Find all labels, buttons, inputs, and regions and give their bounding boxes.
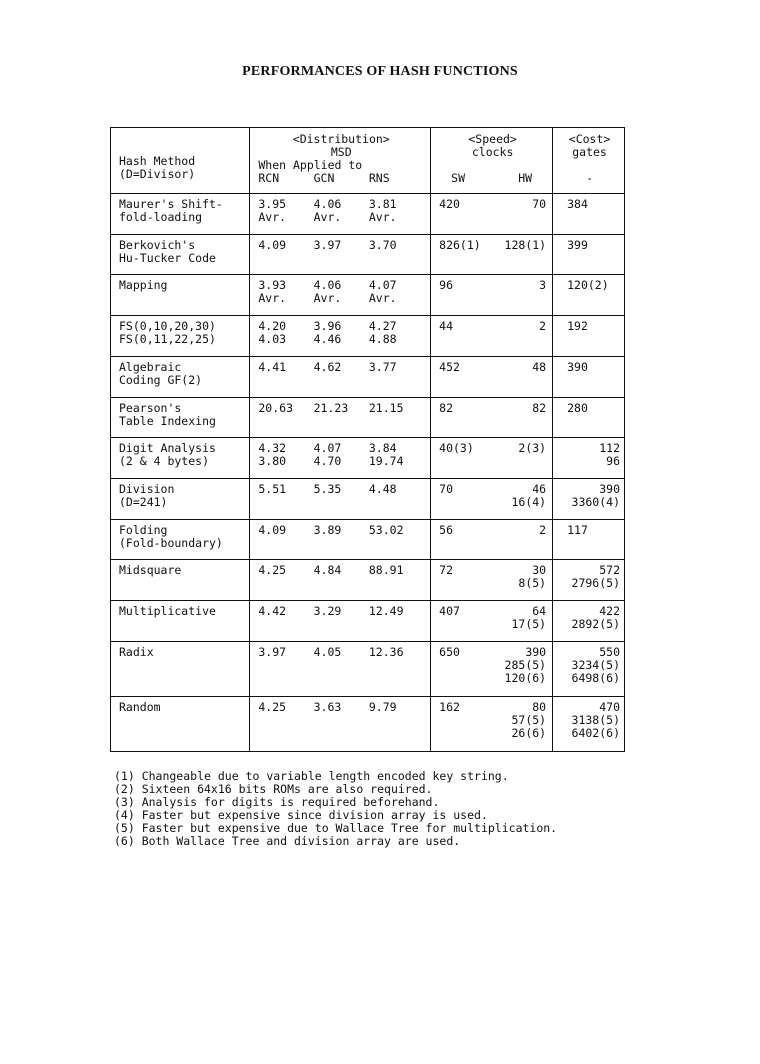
rns-value: 12.36	[368, 644, 404, 659]
col-gcn	[314, 239, 369, 252]
col-gcn	[314, 198, 369, 224]
cell-speed	[431, 438, 553, 479]
table-row	[111, 519, 625, 560]
header-method-line: Hash Method	[119, 154, 196, 168]
cell-method	[111, 275, 250, 316]
col-rns	[369, 564, 424, 577]
cell-method	[111, 194, 250, 235]
hw-value: 80	[532, 699, 547, 714]
cost-value: 6402(6)	[571, 725, 620, 740]
col-rns	[369, 442, 424, 468]
col-rcn	[258, 279, 313, 305]
col-gcn	[314, 524, 369, 537]
col-gcn	[314, 402, 369, 415]
hw-value: 57(5)	[511, 712, 547, 727]
col-rns	[369, 701, 424, 714]
col-hw	[495, 646, 546, 685]
method-value: (D=241)	[119, 495, 168, 510]
table-row	[111, 275, 625, 316]
cost-value: 192	[567, 319, 588, 334]
col-rcn	[258, 442, 313, 468]
gcn-value: 3.89	[313, 522, 342, 537]
hw-value: 8(5)	[518, 576, 547, 591]
col-hw	[495, 361, 546, 374]
cell-cost	[553, 560, 625, 601]
cost-value: 422	[599, 604, 620, 619]
rcn-value: Avr.	[258, 210, 287, 224]
method-value: (Fold-boundary)	[119, 535, 223, 550]
cost-value: 120(2)	[567, 278, 609, 293]
col-sw	[439, 402, 490, 415]
sw-value: 162	[439, 699, 460, 714]
hw-value: 48	[532, 359, 547, 374]
header-method	[111, 128, 250, 194]
rns-value: Avr.	[368, 291, 397, 306]
rcn-value: 4.32	[258, 441, 287, 456]
col-hw	[495, 564, 546, 590]
cell-method	[111, 696, 250, 751]
cell-cost	[553, 234, 625, 275]
sw-value: 70	[439, 482, 453, 497]
cost-value: 384	[567, 197, 588, 211]
cell-speed	[431, 479, 553, 520]
gcn-value: 21.23	[313, 400, 349, 415]
col-hw	[495, 483, 546, 509]
header-hw: HW	[518, 171, 533, 185]
rns-value: 9.79	[368, 699, 397, 714]
cell-speed	[431, 397, 553, 438]
cell-cost	[553, 275, 625, 316]
cell-method	[111, 560, 250, 601]
footnote: (6) Both Wallace Tree and division array are used.	[114, 834, 461, 848]
footnote: (4) Faster but expensive since division array is used.	[114, 808, 488, 822]
col-sw	[439, 239, 490, 252]
col-gcn	[314, 361, 369, 374]
col-sw	[439, 524, 490, 537]
col-gcn	[314, 483, 369, 496]
col-sw	[439, 701, 490, 740]
rcn-value: 4.09	[258, 522, 287, 537]
sw-value: 44	[439, 319, 453, 334]
rcn-value: 4.03	[258, 332, 287, 347]
method-value: Folding	[119, 522, 168, 537]
hw-value: 26(6)	[511, 725, 547, 740]
cost-value: 3138(5)	[571, 712, 620, 727]
col-hw	[495, 605, 546, 631]
cell-speed	[431, 194, 553, 235]
rns-value: 12.49	[368, 604, 404, 619]
rcn-value: 4.20	[258, 319, 287, 334]
method-value: FS(0,10,20,30)	[119, 319, 216, 334]
cell-method	[111, 234, 250, 275]
col-rns	[369, 279, 424, 305]
hw-value: 46	[532, 482, 547, 497]
rns-value: 3.70	[368, 237, 397, 252]
col-sw	[439, 361, 490, 374]
cell-cost	[553, 479, 625, 520]
header-distribution	[250, 128, 431, 194]
rns-value: 88.91	[368, 563, 404, 578]
cost-value: 3360(4)	[571, 495, 620, 510]
rns-value: 53.02	[368, 522, 404, 537]
cell-cost	[553, 519, 625, 560]
col-sw	[439, 198, 490, 211]
gcn-value: 3.97	[313, 237, 342, 252]
table-row	[111, 316, 625, 357]
sw-value: 40(3)	[439, 441, 474, 456]
col-rcn	[258, 320, 313, 346]
method-value: Digit Analysis	[119, 441, 216, 456]
cell-method	[111, 601, 250, 642]
col-rcn	[258, 361, 313, 374]
header-sw: SW	[451, 171, 465, 185]
method-value: Berkovich's	[119, 237, 196, 252]
col-rcn	[258, 564, 313, 577]
gcn-value: 4.62	[313, 359, 342, 374]
col-rcn	[258, 402, 313, 415]
table-row	[111, 601, 625, 642]
col-rcn	[258, 239, 313, 252]
header-cost-top: <Cost>	[568, 132, 611, 146]
col-rns	[369, 239, 424, 252]
gcn-value: Avr.	[313, 210, 342, 224]
col-rcn	[258, 483, 313, 496]
header-rcn: RCN	[258, 171, 280, 185]
cost-value: 572	[599, 563, 620, 578]
method-value: Radix	[119, 644, 154, 659]
table-row	[111, 479, 625, 520]
hw-value: 285(5)	[504, 657, 547, 672]
cell-speed	[431, 560, 553, 601]
hw-value: 17(5)	[511, 617, 547, 632]
gcn-value: 4.46	[313, 332, 342, 347]
gcn-value: 3.63	[313, 699, 342, 714]
header-dist-msd: MSD	[330, 145, 352, 159]
cost-value: 112	[599, 441, 620, 456]
method-value: Algebraic	[119, 359, 182, 374]
cost-value: 280	[567, 400, 588, 415]
header-dist-top: <Distribution>	[292, 132, 390, 146]
header-cost	[553, 128, 625, 194]
rns-value: 21.15	[368, 400, 404, 415]
gcn-value: 4.70	[313, 454, 342, 469]
hw-value: 390	[525, 644, 547, 659]
col-hw	[495, 279, 546, 292]
col-gcn	[314, 442, 369, 468]
col-gcn	[314, 646, 369, 659]
cell-distribution	[250, 479, 431, 520]
cell-speed	[431, 356, 553, 397]
col-sw	[439, 605, 490, 631]
col-sw	[439, 279, 490, 292]
gcn-value: 5.35	[313, 482, 342, 497]
sw-value: 56	[439, 522, 453, 537]
cell-cost	[553, 696, 625, 751]
cost-value: 117	[567, 522, 588, 537]
rns-value: 4.48	[368, 482, 397, 497]
cost-value: 390	[599, 482, 620, 497]
footnote: (1) Changeable due to variable length encoded key string.	[114, 769, 509, 783]
cell-distribution	[250, 519, 431, 560]
sw-value: 82	[439, 400, 453, 415]
footnotes	[114, 770, 714, 848]
col-sw	[439, 483, 490, 509]
hw-value: 2	[539, 319, 547, 334]
sw-value: 420	[439, 197, 460, 211]
header-cost-dash: -	[586, 171, 594, 185]
cell-distribution	[250, 316, 431, 357]
gcn-value: 3.96	[313, 319, 342, 334]
col-sw	[439, 646, 490, 685]
page-title: PERFORMANCES OF HASH FUNCTIONS	[242, 64, 518, 79]
rcn-value: 4.09	[258, 237, 287, 252]
cost-value: 550	[599, 644, 620, 659]
col-rns	[369, 402, 424, 415]
col-rns	[369, 524, 424, 537]
cell-method	[111, 316, 250, 357]
col-gcn	[314, 564, 369, 577]
method-value: Random	[119, 699, 161, 714]
cell-cost	[553, 438, 625, 479]
col-rns	[369, 361, 424, 374]
col-sw	[439, 320, 490, 333]
col-rcn	[258, 646, 313, 659]
col-rns	[369, 605, 424, 618]
col-hw	[495, 198, 546, 211]
cell-distribution	[250, 234, 431, 275]
cell-distribution	[250, 601, 431, 642]
cell-speed	[431, 641, 553, 696]
cell-distribution	[250, 560, 431, 601]
table-row	[111, 560, 625, 601]
col-hw	[495, 701, 546, 740]
table-row	[111, 356, 625, 397]
gcn-value: 3.29	[313, 604, 342, 619]
col-rns	[369, 646, 424, 659]
hw-value: 64	[532, 604, 547, 619]
cost-value: 3234(5)	[571, 657, 620, 672]
col-sw	[439, 442, 490, 455]
cost-value: 470	[599, 699, 620, 714]
rcn-value: 3.95	[258, 197, 287, 211]
rcn-value: 4.42	[258, 604, 287, 619]
col-rns	[369, 320, 424, 346]
method-value: FS(0,11,22,25)	[119, 332, 216, 347]
rns-value: Avr.	[368, 210, 397, 224]
table-row	[111, 696, 625, 751]
method-value: Mapping	[119, 278, 168, 293]
cell-distribution	[250, 397, 431, 438]
cell-method	[111, 641, 250, 696]
cell-speed	[431, 275, 553, 316]
rns-value: 4.27	[368, 319, 397, 334]
cell-cost	[553, 194, 625, 235]
cell-distribution	[250, 275, 431, 316]
col-rns	[369, 198, 424, 224]
header-rns: RNS	[368, 171, 390, 185]
rcn-value: Avr.	[258, 291, 287, 306]
col-rcn	[258, 524, 313, 537]
cost-value: 96	[606, 454, 620, 469]
table-row	[111, 234, 625, 275]
sw-value: 407	[439, 604, 460, 619]
header-method-line: (D=Divisor)	[119, 167, 196, 181]
cell-distribution	[250, 438, 431, 479]
method-value: Division	[119, 482, 175, 497]
cell-distribution	[250, 356, 431, 397]
cell-cost	[553, 601, 625, 642]
table-header-row	[111, 128, 625, 194]
hash-performance-table	[110, 127, 625, 752]
table-row	[111, 438, 625, 479]
hw-value: 30	[532, 563, 547, 578]
cell-cost	[553, 316, 625, 357]
col-rns	[369, 483, 424, 496]
hw-value: 3	[539, 278, 547, 293]
cost-value: 399	[567, 237, 588, 252]
footnote: (2) Sixteen 64x16 bits ROMs are also required.	[114, 782, 433, 796]
cost-value: 390	[567, 359, 588, 374]
cell-distribution	[250, 641, 431, 696]
table-row	[111, 194, 625, 235]
rcn-value: 3.80	[258, 454, 287, 469]
cell-method	[111, 397, 250, 438]
hw-value: 2	[539, 522, 547, 537]
sw-value: 826(1)	[439, 237, 481, 252]
rcn-value: 3.97	[258, 644, 287, 659]
header-gcn: GCN	[313, 171, 335, 185]
gcn-value: 4.06	[313, 278, 342, 293]
cell-method	[111, 438, 250, 479]
col-rcn	[258, 701, 313, 714]
header-speed-top: <Speed>	[468, 132, 517, 146]
cell-distribution	[250, 696, 431, 751]
col-gcn	[314, 320, 369, 346]
footnote: (3) Analysis for digits is required beforehand.	[114, 795, 440, 809]
hw-value: 16(4)	[511, 495, 547, 510]
footnote: (5) Faster but expensive due to Wallace Tree for multiplication.	[114, 821, 558, 835]
hw-value: 128(1)	[504, 237, 547, 252]
method-value: Midsquare	[119, 563, 182, 578]
cell-method	[111, 519, 250, 560]
cost-value: 2892(5)	[571, 617, 620, 632]
col-hw	[495, 239, 546, 252]
cell-speed	[431, 234, 553, 275]
gcn-value: 4.84	[313, 563, 342, 578]
col-rcn	[258, 198, 313, 224]
cell-method	[111, 479, 250, 520]
cell-cost	[553, 641, 625, 696]
rcn-value: 4.41	[258, 359, 287, 374]
rns-value: 3.77	[368, 359, 397, 374]
method-value: Maurer's Shift-	[119, 197, 223, 211]
cell-cost	[553, 356, 625, 397]
col-hw	[495, 402, 546, 415]
cell-distribution	[250, 194, 431, 235]
gcn-value: 4.07	[313, 441, 342, 456]
header-cost-unit: gates	[572, 145, 607, 159]
rcn-value: 20.63	[258, 400, 293, 415]
rcn-value: 4.25	[258, 699, 287, 714]
cost-value: 2796(5)	[571, 576, 620, 591]
col-gcn	[314, 279, 369, 305]
cell-speed	[431, 519, 553, 560]
rns-value: 3.84	[368, 441, 397, 456]
method-value: (2 & 4 bytes)	[119, 454, 210, 469]
sw-value: 96	[439, 278, 453, 293]
col-gcn	[314, 701, 369, 714]
cell-speed	[431, 601, 553, 642]
sw-value: 452	[439, 359, 460, 374]
gcn-value: 4.05	[313, 644, 342, 659]
rcn-value: 5.51	[258, 482, 287, 497]
method-value: Pearson's	[119, 400, 182, 415]
hw-value: 70	[532, 197, 547, 211]
sw-value: 72	[439, 563, 453, 578]
table-row	[111, 397, 625, 438]
rns-value: 3.81	[368, 197, 397, 211]
method-value: Coding GF(2)	[119, 372, 203, 387]
hw-value: 120(6)	[504, 670, 547, 685]
col-rcn	[258, 605, 313, 618]
col-hw	[495, 320, 546, 333]
cell-speed	[431, 316, 553, 357]
col-hw	[495, 524, 546, 537]
method-value: Hu-Tucker Code	[119, 250, 216, 265]
method-value: Table Indexing	[119, 413, 216, 428]
rns-value: 4.07	[368, 278, 397, 293]
rns-value: 4.88	[368, 332, 397, 347]
rcn-value: 4.25	[258, 563, 287, 578]
cell-cost	[553, 397, 625, 438]
method-value: Multiplicative	[119, 604, 216, 619]
col-sw	[439, 564, 490, 590]
col-hw	[495, 442, 546, 455]
gcn-value: 4.06	[313, 197, 342, 211]
header-speed	[431, 128, 553, 194]
hw-value: 2(3)	[518, 441, 547, 456]
header-speed-unit: clocks	[471, 145, 514, 159]
table-row	[111, 641, 625, 696]
cell-speed	[431, 696, 553, 751]
rns-value: 19.74	[368, 454, 404, 469]
gcn-value: Avr.	[313, 291, 342, 306]
cell-method	[111, 356, 250, 397]
table-body	[111, 194, 625, 752]
sw-value: 650	[439, 644, 460, 659]
method-value: fold-loading	[119, 210, 203, 224]
rcn-value: 3.93	[258, 278, 287, 293]
col-gcn	[314, 605, 369, 618]
header-dist-when: When Applied to	[258, 158, 363, 172]
hw-value: 82	[532, 400, 547, 415]
cost-value: 6498(6)	[571, 670, 620, 685]
